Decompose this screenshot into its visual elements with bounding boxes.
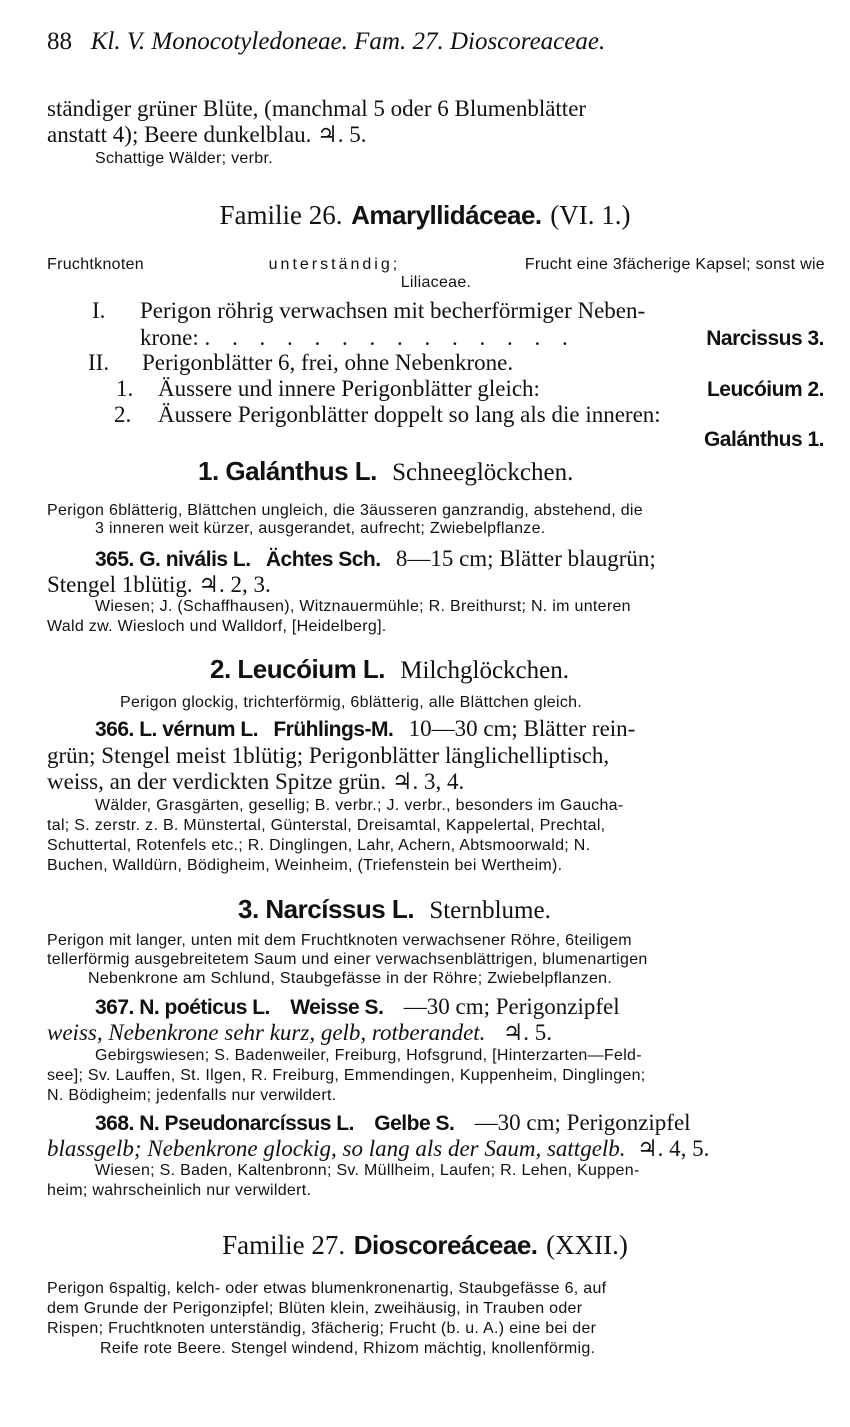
family-class: (VI. 1.): [550, 200, 631, 230]
species-line: [95, 716, 635, 742]
key-target: Narcissus 3.: [706, 327, 824, 350]
key-text: [140, 325, 576, 351]
desc-line: Perigon mit langer, unten mit dem Fruchtknoten verwachsener Röhre, 6teiligem: [47, 932, 632, 949]
running-title: Kl. V. Monocotyledoneae. Fam. 27. Dioscoreaceae.: [90, 28, 606, 55]
text-line: anstatt 4); Beere dunkelblau. ♃. 5.: [47, 122, 367, 147]
key-target: Galánthus 1.: [703, 428, 824, 451]
species-text: 8—15 cm; Blätter blaugrün;: [395, 546, 656, 571]
species-common-name: Gelbe S.: [374, 1112, 455, 1135]
species-text: —30 cm; Perigonzipfel: [403, 994, 620, 1019]
genus-heading: [238, 894, 551, 925]
species-common-name: Frühlings-M.: [273, 718, 394, 741]
key-text: krone:: [140, 325, 199, 350]
locality-line: Wälder, Grasgärten, gesellig; B. verbr.; J. verbr., besonders im Gaucha-: [95, 797, 624, 814]
family-description: [47, 256, 825, 274]
desc-line: Rispen; Fruchtknoten unterständig, 3fächerig; Frucht (b. u. A.) eine bei der: [47, 1320, 597, 1337]
locality-line: Gebirgswiesen; S. Badenweiler, Freiburg, Hofsgrund, [Hinterzarten—Feld-: [95, 1047, 642, 1064]
genus-heading: [210, 654, 569, 685]
key-target: Leucóium 2.: [706, 378, 824, 401]
family-heading: [0, 200, 850, 231]
genus-name: 1. Galánthus L.: [198, 456, 377, 486]
genus-common-name: Schneeglöckchen.: [392, 459, 574, 486]
locality-line: heim; wahrscheinlich nur verwildert.: [47, 1182, 312, 1199]
family-heading: [0, 1230, 850, 1261]
species-name: 365. G. nivális L.: [95, 548, 251, 571]
locality-line: see]; Sv. Lauffen, St. Ilgen, R. Freiburg, Emmendingen, Kuppenheim, Dinglingen;: [47, 1067, 646, 1084]
key-number: 2.: [114, 402, 132, 427]
species-text: 10—30 cm; Blätter rein-: [408, 716, 636, 741]
desc-line: 3 inneren weit kürzer, ausgerandet, aufrecht; Zwiebelpflanze.: [95, 520, 546, 537]
key-text: Äussere Perigonblätter doppelt so lang als die inneren:: [158, 402, 661, 427]
species-text: Stengel 1blütig. ♃. 2, 3.: [47, 572, 271, 597]
locality-line: N. Bödigheim; jedenfalls nur verwildert.: [47, 1087, 337, 1104]
key-text: Äussere und innere Perigonblätter gleich:: [158, 376, 540, 401]
species-common-name: Ächtes Sch.: [265, 548, 381, 571]
flowering-time: ♃. 5.: [502, 1020, 553, 1045]
locality-line: Wald zw. Wiesloch und Walldorf, [Heidelberg].: [47, 618, 387, 635]
text-line: ständiger grüner Blüte, (manchmal 5 oder 6 Blumenblätter: [47, 96, 587, 121]
desc-word: Fruchtknoten: [47, 256, 144, 273]
family-prefix: Familie 27.: [222, 1230, 346, 1260]
genus-name: 3. Narcíssus L.: [238, 894, 415, 924]
desc-line: Perigon 6spaltig, kelch- oder etwas blumenkronenartig, Staubgefässe 6, auf: [47, 1280, 607, 1297]
desc-word: unterständig;: [268, 256, 401, 273]
species-common-name: Weisse S.: [290, 996, 384, 1019]
locality-line: Wiesen; S. Baden, Kaltenbronn; Sv. Müllheim, Laufen; R. Lehen, Kuppen-: [95, 1162, 640, 1179]
desc-line: dem Grunde der Perigonzipfel; Blüten klein, zweihäusig, in Trauben oder: [47, 1300, 583, 1317]
genus-heading: [198, 456, 573, 487]
key-text: Perigon röhrig verwachsen mit becherförmiger Neben-: [140, 298, 646, 323]
species-name: 368. N. Pseudonarcíssus L.: [95, 1112, 354, 1135]
species-text: —30 cm; Perigonzipfel: [474, 1110, 691, 1135]
family-name: Amaryllidáceae.: [351, 200, 542, 230]
genus-name: 2. Leucóium L.: [210, 654, 386, 684]
family-name: Dioscoreáceae.: [353, 1230, 538, 1260]
locality-line: tal; S. zerstr. z. B. Münstertal, Günterstal, Dreisamtal, Kappelertal, Prechtal,: [47, 817, 606, 834]
page-number: 88: [47, 28, 72, 55]
page-header: [47, 28, 605, 56]
species-line: [95, 546, 656, 572]
species-text: [47, 1136, 709, 1162]
locality-line: Wiesen; J. (Schaffhausen), Witznauermühle; R. Breithurst; N. im unteren: [95, 598, 631, 615]
species-line: [95, 994, 620, 1020]
species-text: grün; Stengel meist 1blütig; Perigonblätter länglichelliptisch,: [47, 743, 610, 768]
species-text: [47, 1020, 552, 1046]
genus-common-name: Milchglöckchen.: [400, 657, 569, 684]
key-number: II.: [88, 350, 110, 375]
species-line: [95, 1110, 691, 1136]
key-number: I.: [92, 298, 106, 323]
species-text: weiss, an der verdickten Spitze grün. ♃. 3, 4.: [47, 769, 465, 794]
locality-line: Buchen, Walldürn, Bödigheim, Weinheim, (Triefenstein bei Wertheim).: [47, 857, 563, 874]
leader-dots: . . . . . . . . . . . . . .: [204, 325, 576, 350]
key-text: Perigonblätter 6, frei, ohne Nebenkrone.: [142, 350, 514, 375]
flowering-time: ♃. 4, 5.: [637, 1136, 710, 1161]
locality-line: Schuttertal, Rotenfels etc.; R. Dinglingen, Lahr, Achern, Abtsmoorwald; N.: [47, 837, 591, 854]
species-name: 366. L. vérnum L.: [95, 718, 259, 741]
desc-line: tellerförmig ausgebreitetem Saum und einer verwachsenblättrigen, blumenartigen: [47, 951, 648, 968]
species-name: 367. N. poéticus L.: [95, 996, 270, 1019]
desc-line: Reife rote Beere. Stengel windend, Rhizom mächtig, knollenförmig.: [100, 1340, 596, 1357]
family-class: (XXII.): [546, 1230, 628, 1260]
species-text-italic: blassgelb; Nebenkrone glockig, so lang als der Saum, sattgelb.: [47, 1136, 626, 1161]
desc-word: Frucht eine 3fächerige Kapsel; sonst wie: [524, 256, 825, 273]
desc-line: Perigon 6blätterig, Blättchen ungleich, die 3äusseren ganzrandig, abstehend, die: [47, 502, 643, 519]
desc-line: Nebenkrone am Schlund, Staubgefässe in der Röhre; Zwiebelpflanzen.: [88, 970, 613, 987]
key-number: 1.: [116, 376, 134, 401]
habitat-line: Schattige Wälder; verbr.: [95, 150, 273, 167]
genus-common-name: Sternblume.: [429, 897, 551, 924]
desc-line: Perigon glockig, trichterförmig, 6blätterig, alle Blättchen gleich.: [120, 694, 583, 711]
desc-line: Liliaceae.: [400, 274, 472, 291]
species-text-italic: weiss, Nebenkrone sehr kurz, gelb, rotberandet.: [47, 1020, 486, 1045]
family-prefix: Familie 26.: [219, 200, 343, 230]
